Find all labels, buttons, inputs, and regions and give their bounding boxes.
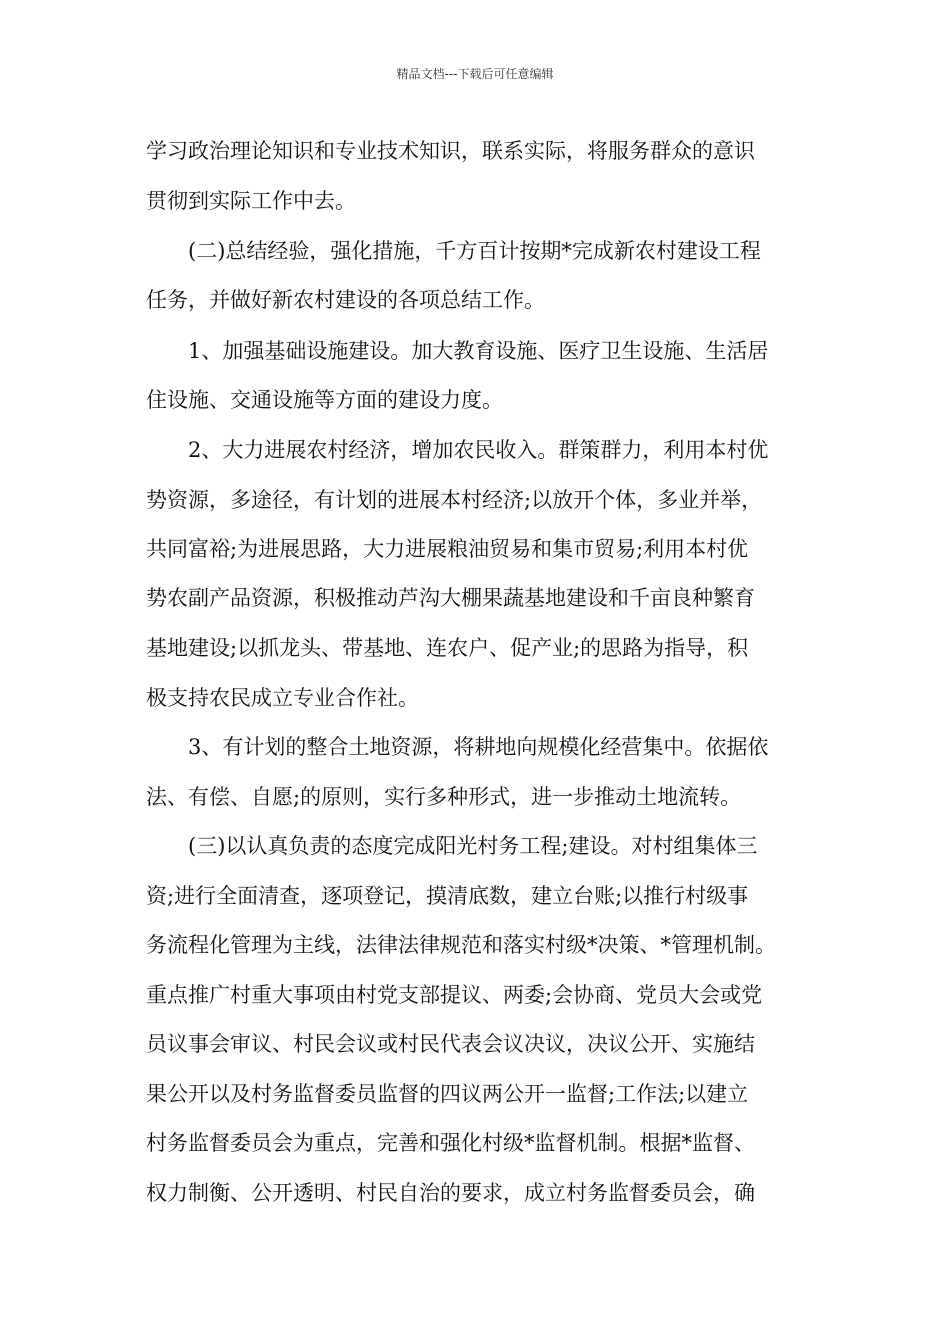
text-line: 住设施、交通设施等方面的建设力度。	[146, 388, 503, 412]
text-line: 1、加强基础设施建设。加大教育设施、医疗卫生设施、生活居	[188, 339, 769, 363]
text-line: 贯彻到实际工作中去。	[146, 189, 356, 213]
text-line: 资;进行全面清查，逐项登记，摸清底数，建立台账;以推行村级事	[146, 884, 749, 908]
text-line: 村务监督委员会为重点，完善和强化村级*监督机制。根据*监督、	[146, 1131, 755, 1155]
text-line: 极支持农民成立专业合作社。	[146, 686, 419, 710]
text-line: 重点推广村重大事项由村党支部提议、两委;会协商、党员大会或党	[146, 983, 763, 1007]
text-line: 共同富裕;为进展思路，大力进展粮油贸易和集市贸易;利用本村优	[146, 537, 749, 561]
text-line: 员议事会审议、村民会议或村民代表会议决议，决议公开、实施结	[146, 1032, 755, 1056]
text-line: (二)总结经验，强化措施，千方百计按期*完成新农村建设工程	[188, 239, 761, 263]
page-header: 精品文档---下载后可任意编辑	[396, 67, 554, 81]
text-line: 势资源，多途径，有计划的进展本村经济;以放开个体，多业并举，	[146, 488, 763, 512]
text-line: 势农副产品资源，积极推动芦沟大棚果蔬基地建设和千亩良种繁育	[146, 586, 755, 610]
text-line: 3、有计划的整合土地资源，将耕地向规模化经营集中。依据依	[188, 735, 769, 759]
text-line: 务流程化管理为主线，法律法律规范和落实村级*决策、*管理机制。	[146, 933, 776, 957]
text-line: 果公开以及村务监督委员监督的四议两公开一监督;工作法;以建立	[146, 1082, 749, 1106]
text-line: 学习政治理论知识和专业技术知识，联系实际，将服务群众的意识	[146, 139, 755, 163]
text-line: 任务，并做好新农村建设的各项总结工作。	[146, 288, 545, 312]
text-line: 基地建设;以抓龙头、带基地、连农户、促产业;的思路为指导，积	[146, 636, 749, 660]
text-line: 权力制衡、公开透明、村民自治的要求，成立村务监督委员会，确	[146, 1181, 755, 1205]
text-line: 法、有偿、自愿;的原则，实行多种形式，进一步推动土地流转。	[146, 785, 742, 809]
text-line: 2、大力进展农村经济，增加农民收入。群策群力，利用本村优	[188, 438, 769, 462]
text-line: (三)以认真负责的态度完成阳光村务工程;建设。对村组集体三	[188, 834, 758, 858]
